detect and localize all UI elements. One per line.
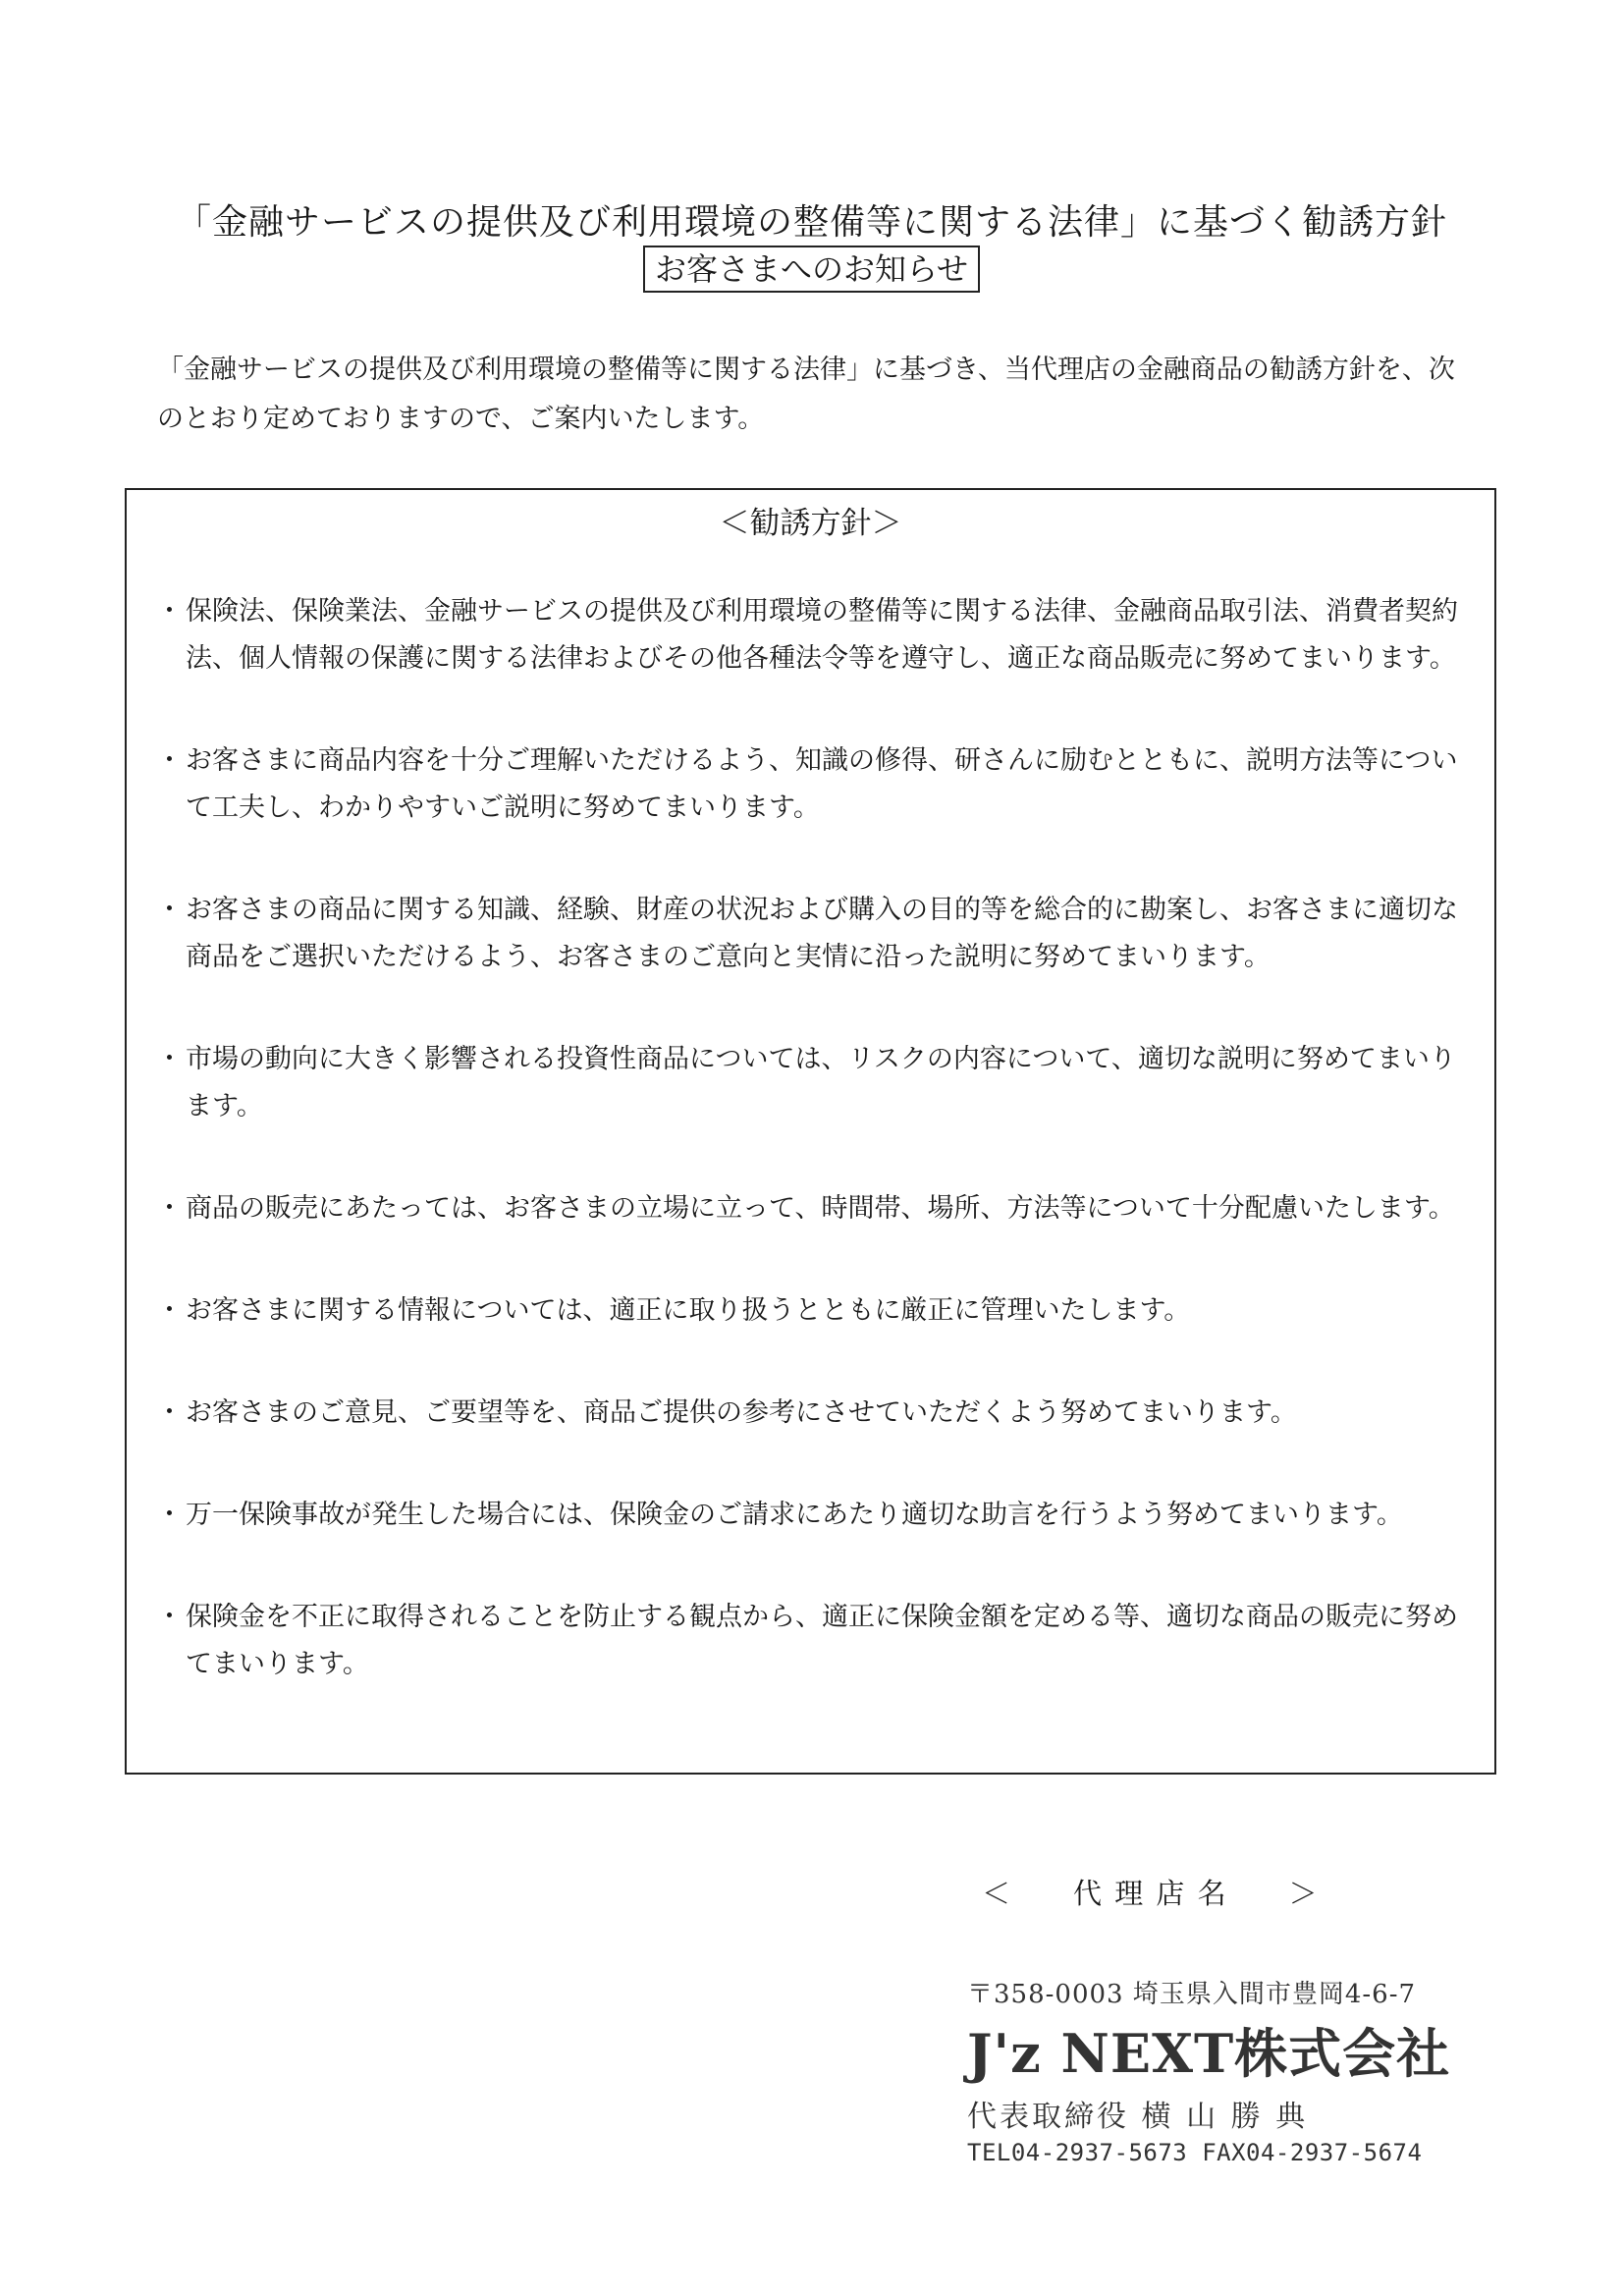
policy-heading: ＜勧誘方針＞: [719, 506, 902, 541]
bullet: ・: [156, 745, 183, 776]
representative-name: 代表取締役 横 山 勝 典: [967, 2100, 1309, 2134]
bullet: ・: [156, 1295, 183, 1326]
list-item: [156, 1185, 1472, 1232]
policy-list: [156, 588, 1472, 1743]
policy-item-text: お客さまの商品に関する知識、経験、財産の状況および購入の目的等を総合的に勘案し、お客さまに適切な商品をご選択いただけるよう、お客さまのご意向と実情に沿った説明に努めてまいります。: [186, 895, 1458, 972]
company-address: 〒358-0003 埼玉県入間市豊岡4-6-7: [967, 1980, 1417, 2009]
bullet: ・: [156, 596, 183, 627]
policy-item-text: お客さまに関する情報については、適正に取り扱うとともに厳正に管理いたします。: [186, 1295, 1191, 1326]
bullet: ・: [156, 1044, 183, 1074]
bullet: ・: [156, 895, 183, 925]
list-item: [156, 1594, 1472, 1688]
list-item: [156, 588, 1472, 683]
list-item: [156, 887, 1472, 981]
agency-name-label: ＜ 代 理 店 名 ＞: [982, 1877, 1320, 1910]
company-stamp: [967, 1974, 1458, 2166]
company-name: J'z NEXT株式会社: [967, 2022, 1451, 2085]
bullet: ・: [156, 1500, 183, 1530]
policy-box: [125, 488, 1496, 1775]
policy-item-text: お客さまに商品内容を十分ご理解いただけるよう、知識の修得、研さんに励むとともに、説明方法等について工夫し、わかりやすいご説明に努めてまいります。: [186, 745, 1458, 823]
list-item: [156, 1492, 1472, 1539]
bullet: ・: [156, 1193, 183, 1224]
policy-item-text: お客さまのご意見、ご要望等を、商品ご提供の参考にさせていただくよう努めてまいります。: [186, 1397, 1297, 1428]
policy-item-text: 万一保険事故が発生した場合には、保険金のご請求にあたり適切な助言を行うよう努めてまいります。: [186, 1500, 1403, 1530]
company-contact: TEL04-2937-5673 FAX04-2937-5674: [967, 2139, 1423, 2166]
intro-paragraph: 「金融サービスの提供及び利用環境の整備等に関する法律」に基づき、当代理店の金融商品の勧誘方針を、次のとおり定めておりますので、ご案内いたします。: [157, 355, 1455, 434]
document-title: 「金融サービスの提供及び利用環境の整備等に関する法律」に基づく勧誘方針: [175, 202, 1447, 243]
list-item: [156, 738, 1472, 832]
bullet: ・: [156, 1397, 183, 1428]
list-item: [156, 1390, 1472, 1437]
list-item: [156, 1036, 1472, 1130]
policy-item-text: 商品の販売にあたっては、お客さまの立場に立って、時間帯、場所、方法等について十分配慮いたします。: [186, 1193, 1455, 1224]
subtitle-wrapper: [0, 246, 1623, 293]
list-item: [156, 1287, 1472, 1335]
policy-item-text: 市場の動向に大きく影響される投資性商品については、リスクの内容について、適切な説明に努めてまいります。: [186, 1044, 1456, 1121]
policy-item-text: 保険金を不正に取得されることを防止する観点から、適正に保険金額を定める等、適切な商品の販売に努めてまいります。: [186, 1602, 1458, 1679]
bullet: ・: [156, 1602, 183, 1632]
boxed-subtitle: お客さまへのお知らせ: [643, 246, 980, 293]
policy-item-text: 保険法、保険業法、金融サービスの提供及び利用環境の整備等に関する法律、金融商品取引法、消費者契約法、個人情報の保護に関する法律およびその他各種法令等を遵守し、適正な商品販売に努めてまいります。: [186, 596, 1458, 674]
